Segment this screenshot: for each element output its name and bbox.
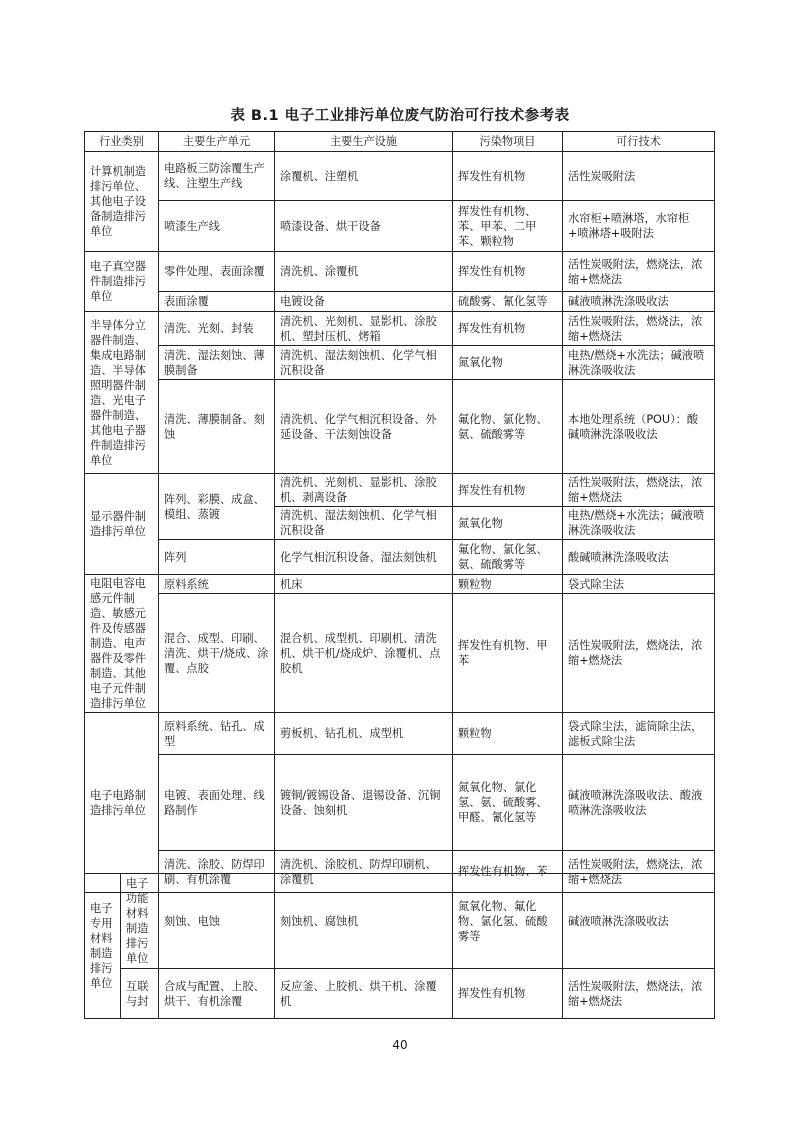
industry-cell: 电阻电容电感元件制造、敏感元件及传感器制造、电声器件及零件制造、其他电子元件制造排污单位 [85,575,159,713]
table-row [85,575,715,594]
unit-cell: 零件处理、表面涂覆 [159,252,275,292]
technique-cell: 碱液喷淋洗涤吸收法 [563,874,715,969]
table-row [85,152,715,201]
pollutant-cell: 硫酸雾、氰化氢等 [453,292,563,312]
page-number: 40 [392,1038,408,1052]
table-row [85,969,715,1019]
facility-cell: 清洗机、光刻机、显影机、涂胶机、剥离设备 [275,474,453,507]
facility-cell: 清洗机、化学气相沉积设备、外延设备、干法刻蚀设备 [275,380,453,474]
technique-cell: 袋式除尘法，滤筒除尘法，滤板式除尘法 [563,713,715,755]
technique-cell: 活性炭吸附法，燃烧法，浓缩+燃烧法 [563,594,715,713]
table-caption: 表 B.1 电子工业排污单位废气防治可行技术参考表 [230,108,570,124]
unit-cell: 混合、成型、印刷、清洗、烘干/烧成、涂覆、点胶 [159,594,275,713]
unit-cell: 清洗、涂胶、防焊印刷、有机涂覆 [159,851,275,893]
table-row [85,201,715,252]
sub-industry-cell: 互联与封 [121,969,159,1019]
pollutant-cell: 颗粒物 [453,713,563,755]
table-row [85,474,715,507]
industry-cell: 半导体分立器件制造、集成电路制造、半导体照明器件制造、光电子器件制造、其他电子器件制造排污单位 [85,312,159,474]
facility-cell: 混合机、成型机、印刷机、清洗机、烘干机/烧成炉、涂覆机、点胶机 [275,594,453,713]
facility-cell: 清洗机、湿法刻蚀机、化学气相沉积设备 [275,346,453,380]
facility-cell: 刻蚀机、腐蚀机 [275,874,453,969]
facility-cell: 清洗机、湿法刻蚀机、化学气相沉积设备 [275,507,453,540]
table-row [85,312,715,346]
pollutant-cell: 氮氧化物 [453,507,563,540]
reference-table [84,131,715,893]
pollutant-cell: 颗粒物 [453,575,563,594]
unit-cell: 电镀、表面处理、线路制作 [159,755,275,851]
table-row [85,380,715,474]
technique-cell: 水帘柜+喷淋塔，水帘柜+喷淋塔+吸附法 [563,201,715,252]
unit-cell: 表面涂覆 [159,292,275,312]
facility-cell: 化学气相沉积设备、湿法刻蚀机 [275,540,453,575]
unit-cell: 阵列、彩膜、成盒、模组、蒸镀 [159,474,275,540]
facility-cell: 清洗机、涂胶机、防焊印刷机、涂覆机 [275,851,453,893]
industry-cell: 电子电路制造排污单位 [85,713,159,893]
table-row [85,874,715,969]
pollutant-cell: 氟化物、氯化物、氨、硫酸雾等 [453,380,563,474]
pollutant-cell: 挥发性有机物 [453,252,563,292]
facility-cell: 清洗机、光刻机、显影机、涂胶机、塑封压机、烤箱 [275,312,453,346]
pollutant-cell: 挥发性有机物 [453,152,563,201]
table-row [85,755,715,851]
technique-cell: 袋式除尘法 [563,575,715,594]
header-pollutant: 污染物项目 [453,132,563,152]
unit-cell: 电路板三防涂覆生产线、注塑生产线 [159,152,275,201]
table-row [85,346,715,380]
pollutant-cell: 挥发性有机物、苯 [453,851,563,893]
facility-cell: 喷漆设备、烘干设备 [275,201,453,252]
header-row [85,132,715,152]
pollutant-cell: 氟化物、氯化氢、氨、硫酸雾等 [453,540,563,575]
industry-cell: 电子专用材料制造排污单位 [85,874,121,1019]
technique-cell: 活性炭吸附法，燃烧法，浓缩+燃烧法 [563,252,715,292]
pollutant-cell: 氮氧化物 [453,346,563,380]
facility-cell: 剪板机、钻孔机、成型机 [275,713,453,755]
facility-cell: 涂覆机、注塑机 [275,152,453,201]
technique-cell: 活性炭吸附法，燃烧法，浓缩+燃烧法 [563,969,715,1019]
pollutant-cell: 挥发性有机物 [453,474,563,507]
table-row [85,594,715,713]
technique-cell: 碱液喷淋洗涤吸收法 [563,292,715,312]
facility-cell: 清洗机、涂覆机 [275,252,453,292]
technique-cell: 电热/燃烧+水洗法；碱液喷淋洗涤吸收法 [563,507,715,540]
unit-cell: 清洗、光刻、封装 [159,312,275,346]
table-row [85,252,715,292]
technique-cell: 活性炭吸附法，燃烧法，浓缩+燃烧法 [563,312,715,346]
pollutant-cell: 氮氧化物、氟化物、氯化氢、硫酸雾等 [453,874,563,969]
header-unit: 主要生产单元 [159,132,275,152]
pollutant-cell: 挥发性有机物、甲苯 [453,594,563,713]
technique-cell: 活性炭吸附法，燃烧法，浓缩+燃烧法 [563,851,715,893]
facility-cell: 镀铜/镀锡设备、退锡设备、沉铜设备、蚀刻机 [275,755,453,851]
unit-cell: 清洗、湿法刻蚀、薄膜制备 [159,346,275,380]
pollutant-cell: 挥发性有机物、苯、甲苯、二甲苯、颗粒物 [453,201,563,252]
pollutant-cell: 氮氧化物、氯化氢、氨、硫酸雾、甲醛、氰化氢等 [453,755,563,851]
unit-cell: 阵列 [159,540,275,575]
sub-industry-cell: 电子功能材料制造排污单位 [121,874,159,969]
table-row [85,713,715,755]
pollutant-cell: 挥发性有机物 [453,969,563,1019]
technique-cell: 活性炭吸附法，燃烧法，浓缩+燃烧法 [563,474,715,507]
facility-cell: 机床 [275,575,453,594]
unit-cell: 刻蚀、电蚀 [159,874,275,969]
unit-cell: 原料系统、钻孔、成型 [159,713,275,755]
technique-cell: 活性炭吸附法 [563,152,715,201]
pollutant-cell: 挥发性有机物 [453,312,563,346]
industry-cell: 显示器件制造排污单位 [85,474,159,575]
technique-cell: 碱液喷淋洗涤吸收法、酸液喷淋洗涤吸收法 [563,755,715,851]
industry-cell: 电子真空器件制造排污单位 [85,252,159,312]
header-technique: 可行技术 [563,132,715,152]
unit-cell: 原料系统 [159,575,275,594]
industry-cell: 计算机制造排污单位、其他电子设备制造排污单位 [85,152,159,252]
facility-cell: 反应釜、上胶机、烘干机、涂覆机 [275,969,453,1019]
header-facility: 主要生产设施 [275,132,453,152]
unit-cell: 合成与配置、上胶、烘干、有机涂覆 [159,969,275,1019]
table-row [85,540,715,575]
unit-cell: 清洗、薄膜制备、刻蚀 [159,380,275,474]
facility-cell: 电镀设备 [275,292,453,312]
technique-cell: 酸碱喷淋洗涤吸收法 [563,540,715,575]
technique-cell: 本地处理系统（POU）：酸碱喷淋洗涤吸收法 [563,380,715,474]
header-industry: 行业类别 [85,132,159,152]
table-row [85,292,715,312]
reference-table-continued [84,873,715,1019]
unit-cell: 喷漆生产线 [159,201,275,252]
technique-cell: 电热/燃烧+水洗法；碱液喷淋洗涤吸收法 [563,346,715,380]
